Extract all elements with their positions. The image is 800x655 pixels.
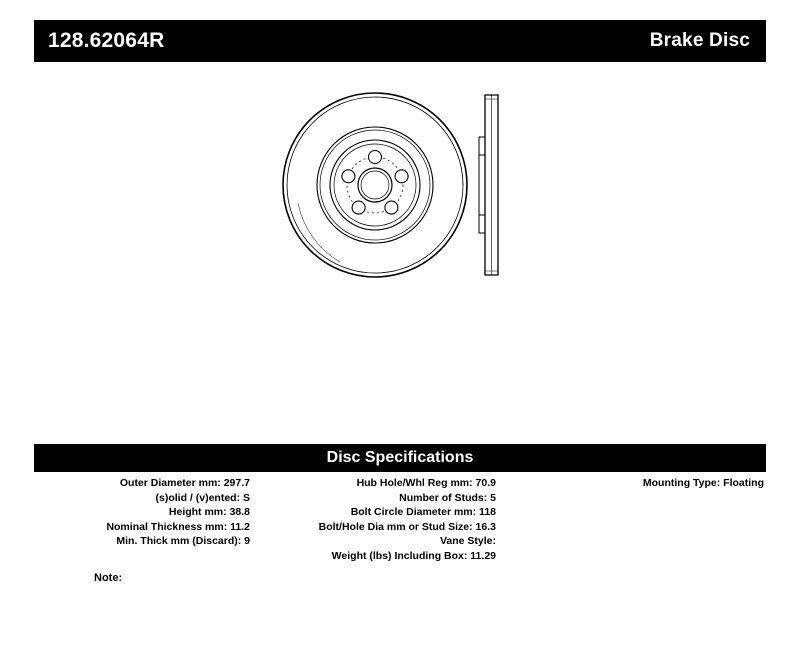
brake-rotor-side-view [479, 95, 498, 275]
spec-item: Vane Style: [439, 535, 496, 548]
spec-item: (s)olid / (v)ented: S [155, 491, 250, 504]
part-number: 128.62064R [48, 29, 165, 52]
spec-item: Bolt/Hole Dia mm or Stud Size: 16.3 [318, 520, 496, 533]
spec-item: Height mm: 38.8 [168, 506, 250, 519]
note-label: Note: [94, 572, 123, 584]
spec-item: Min. Thick mm (Discard): 9 [116, 535, 250, 548]
spec-column-middle [260, 476, 496, 564]
brake-rotor-front-view [283, 93, 467, 277]
product-type-label: Brake Disc [649, 30, 750, 51]
header-bar [34, 20, 766, 62]
spec-item: Number of Studs: 5 [399, 491, 496, 504]
spec-column-right [514, 476, 764, 491]
specifications-title: Disc Specifications [326, 449, 474, 466]
spec-item: Outer Diameter mm: 297.7 [119, 477, 250, 489]
specifications-title-bar [34, 444, 766, 472]
spec-item: Nominal Thickness mm: 11.2 [106, 520, 250, 533]
spec-item: Mounting Type: Floating [642, 477, 764, 489]
spec-column-left [34, 476, 250, 549]
specifications-table [34, 476, 766, 566]
product-illustration [280, 85, 540, 285]
spec-item: Weight (lbs) Including Box: 11.29 [331, 549, 496, 562]
spec-item: Bolt Circle Diameter mm: 118 [350, 506, 496, 519]
spec-item: Hub Hole/Whl Reg mm: 70.9 [356, 477, 496, 489]
